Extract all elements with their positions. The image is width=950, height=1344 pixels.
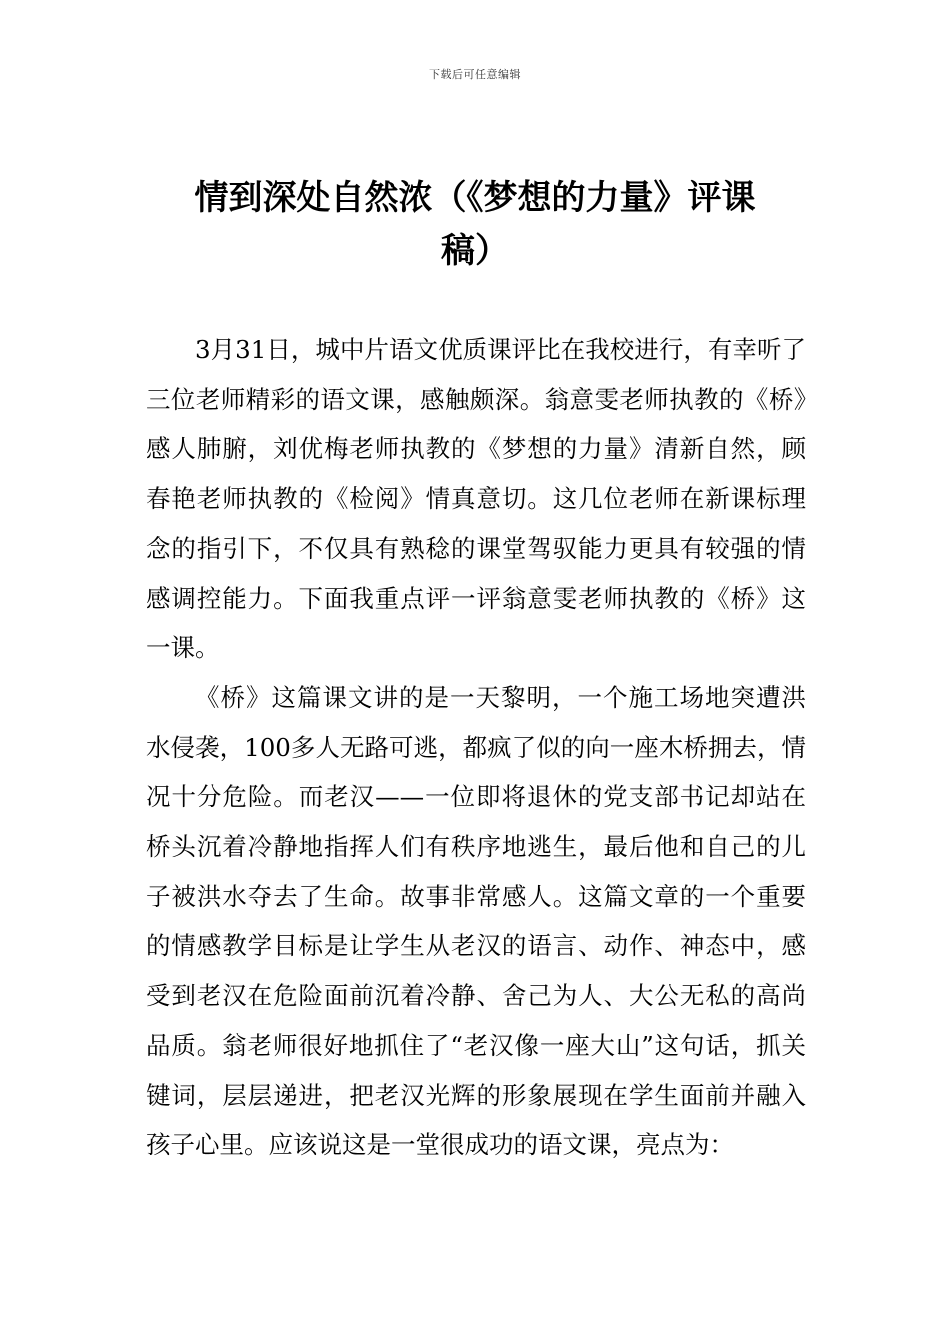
header-note: 下载后可任意编辑 — [429, 68, 521, 81]
document-title — [150, 172, 800, 278]
title-line-1: 情到深处自然浓（《梦想的力量》评课 — [194, 178, 756, 218]
paragraph-1: 3月31日，城中片语文优质课评比在我校进行，有幸听了三位老师精彩的语文课，感触颇深。翁意雯老师执教的《桥》感人肺腑，刘优梅老师执教的《梦想的力量》清新自然，顾春艳老师执教的《检阅》情真意切。这几位老师在新课标理念的指引下，不仅具有熟稔的课堂驾驭能力更具有较强的情感调控能力。下面我重点评一评翁意雯老师执教的《桥》这一课。 — [146, 335, 806, 663]
document-body — [146, 325, 806, 1170]
title-line-2: 稿） — [441, 231, 509, 271]
paragraph-2: 《桥》这篇课文讲的是一天黎明，一个施工场地突遭洪水侵袭，100多人无路可逃，都疯了似的向一座木桥拥去，情况十分危险。而老汉——一位即将退休的党支部书记却站在桥头沉着冷静地指挥人们有秩序地逃生，最后他和自己的儿子被洪水夺去了生命。故事非常感人。这篇文章的一个重要的情感教学目标是让学生从老汉的语言、动作、神态中，感受到老汉在危险面前沉着冷静、舍己为人、大公无私的高尚品质。翁老师很好地抓住了“老汉像一座大山”这句话，抓关键词，层层递进，把老汉光辉的形象展现在学生面前并融入孩子心里。应该说这是一堂很成功的语文课，亮点为： — [146, 682, 806, 1160]
